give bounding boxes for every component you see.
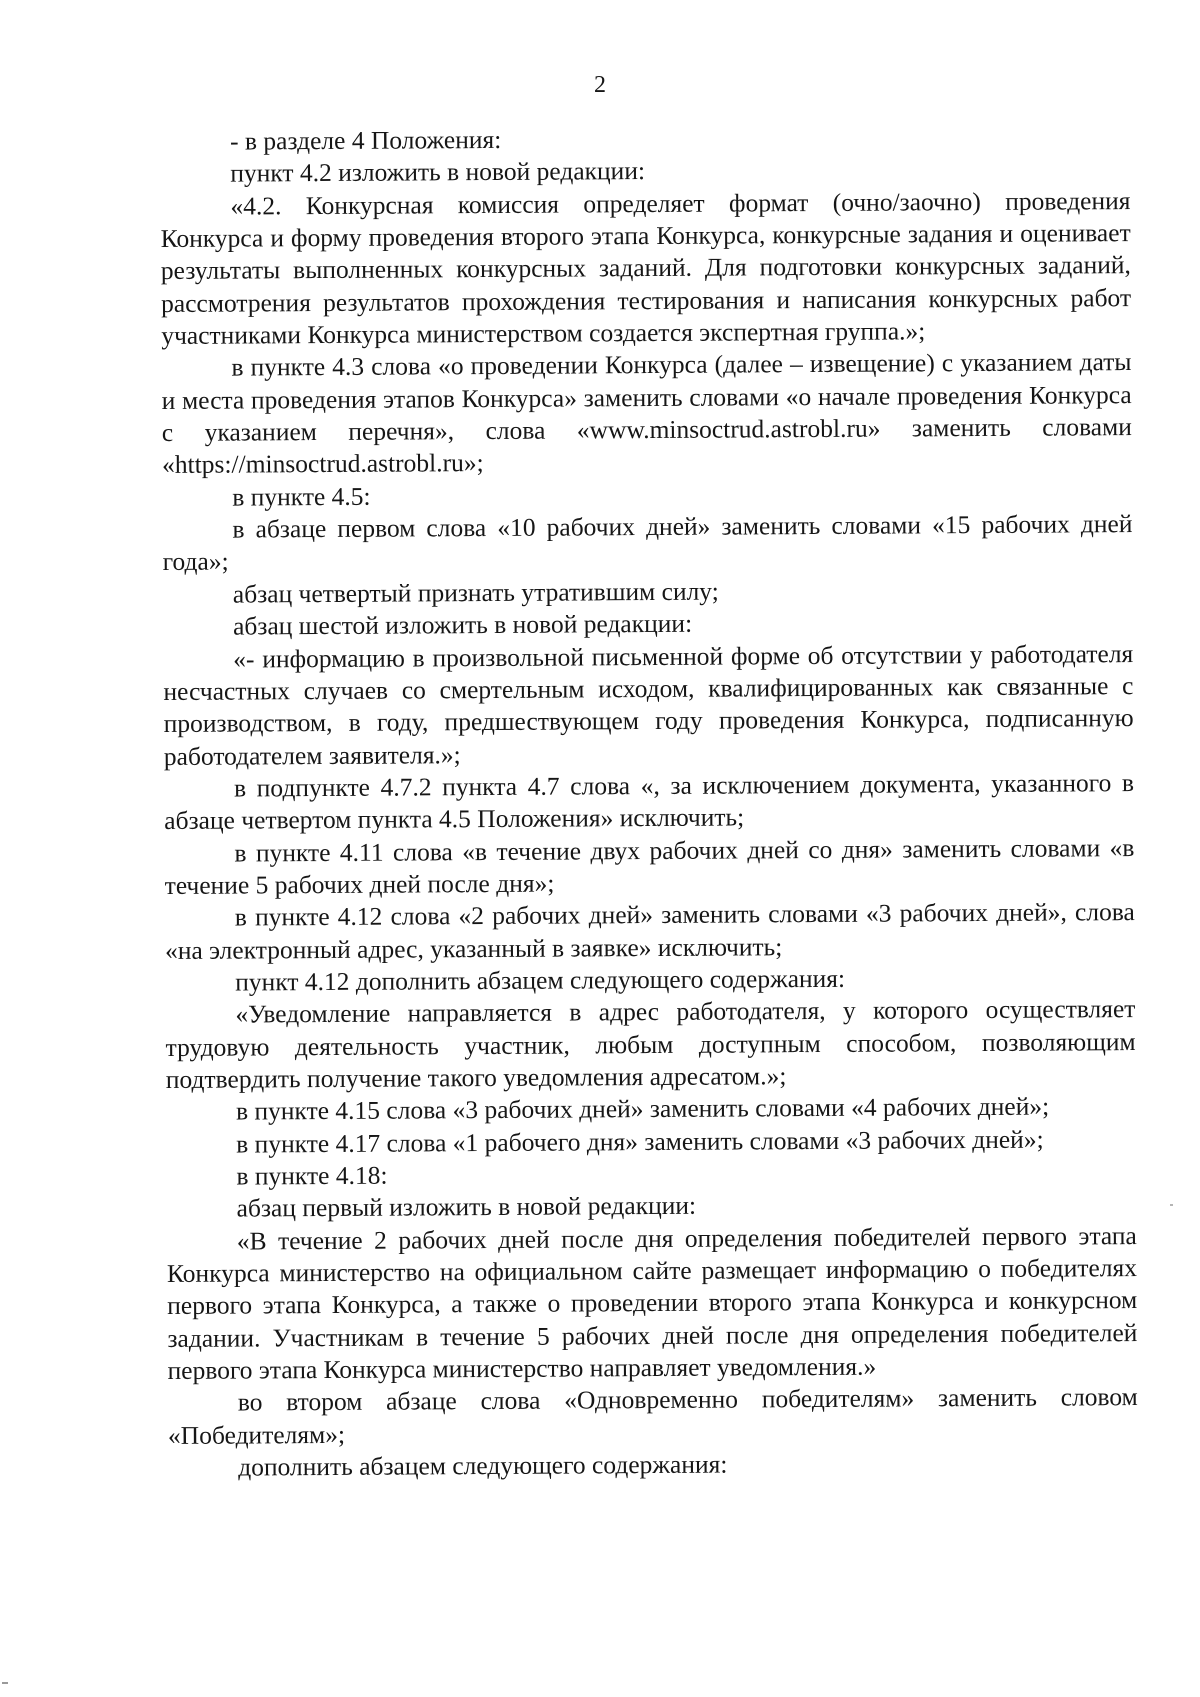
paragraph-section-4-heading: - в разделе 4 Положения:	[230, 124, 502, 156]
paragraph-item-4-18-second: во втором абзаце слова «Одновременно победителям» заменить словом «Победителям»;	[167, 1382, 1138, 1450]
paragraph-item-4-18-first-text: «В течение 2 рабочих дней после дня определения победителей первого этапа Конкурса министерство на официальном сайте размещает информацию о победителях первого этапа Конкурса, а также о проведении второго этапа Конкурса и конкурсном задании. Участникам в течение 5 рабочих дней после дня определения победителей первого этапа Конкурса министерство направляет уведомления.»	[166, 1220, 1138, 1386]
paragraph-item-4-5-intro: в пункте 4.5:	[232, 481, 371, 512]
document-body	[160, 120, 1138, 1484]
paragraph-item-4-11: в пункте 4.11 слова «в течение двух рабочих дней со дня» заменить словами «в течение 5 рабочих дней после дня»;	[164, 832, 1135, 900]
paragraph-item-4-12-addition-text: «Уведомление направляется в адрес работодателя, у которого осуществляет трудовую деятельность участник, любым доступным способом, позволяющим подтвердить получение такого уведомления адресатом.»;	[165, 994, 1136, 1094]
paragraph-item-4-2-intro: пункт 4.2 изложить в новой редакции:	[230, 156, 646, 188]
paragraph-item-4-5-first: в абзаце первом слова «10 рабочих дней» заменить словами «15 рабочих дней года»;	[162, 509, 1133, 577]
paragraph-item-4-12: в пункте 4.12 слова «2 рабочих дней» заменить словами «3 рабочих дней», слова «на электронный адрес, указанный в заявке» исключить;	[164, 897, 1135, 965]
paragraph-item-4-17: в пункте 4.17 слова «1 рабочего дня» заменить словами «3 рабочих дней»;	[236, 1124, 1044, 1159]
paragraph-item-4-3: в пункте 4.3 слова «о проведении Конкурса (далее – извещение) с указанием даты и места проведения этапов Конкурса» заменить словами «о начале проведения Конкурса с указанием перечня», слова «www.minsoctrud.astrobl.ru» заменить словами «https://minsoctrud.astrobl.ru»;	[161, 347, 1132, 480]
paragraph-item-4-5-fourth: абзац четвертый признать утратившим силу;	[232, 576, 719, 609]
paragraph-item-4-7-2: в подпункте 4.7.2 пункта 4.7 слова «, за исключением документа, указанного в абзаце четвертом пункта 4.5 Положения» исключить;	[164, 767, 1135, 836]
paragraph-item-4-12-addition-intro: пункт 4.12 дополнить абзацем следующего содержания:	[235, 963, 846, 997]
paragraph-item-4-18-intro: в пункте 4.18:	[236, 1160, 388, 1191]
paragraph-item-4-2-text: «4.2. Конкурсная комиссия определяет формат (очно/заочно) проведения Конкурса и форму проведения второго этапа Конкурса, конкурсные задания и оценивает результаты выполненных конкурсных заданий. Для подготовки конкурсных заданий, рассмотрения результатов прохождения тестирования и написания конкурсных работ участниками Конкурса министерством создается экспертная группа.»;	[160, 185, 1132, 351]
paragraph-item-4-18-addition-intro: дополнить абзацем следующего содержания:	[238, 1449, 728, 1482]
paragraph-item-4-18-first-intro: абзац первый изложить в новой редакции:	[236, 1191, 697, 1223]
paragraph-item-4-5-sixth-intro: абзац шестой изложить в новой редакции:	[232, 608, 693, 641]
scan-artifact-dot	[1170, 1204, 1173, 1206]
page-number: 2	[594, 72, 606, 98]
paragraph-item-4-5-sixth-text: «- информацию в произвольной письменной форме об отсутствии у работодателя несчастных случаев со смертельным исходом, квалифицированных как связанные с производством, в году, предшествующем году проведения Конкурса, подписанную работодателем заявителя.»;	[163, 638, 1134, 771]
paragraph-item-4-15: в пункте 4.15 слова «3 рабочих дней» заменить словами «4 рабочих дней»;	[235, 1091, 1050, 1126]
scan-artifact-mark	[2, 1682, 8, 1684]
